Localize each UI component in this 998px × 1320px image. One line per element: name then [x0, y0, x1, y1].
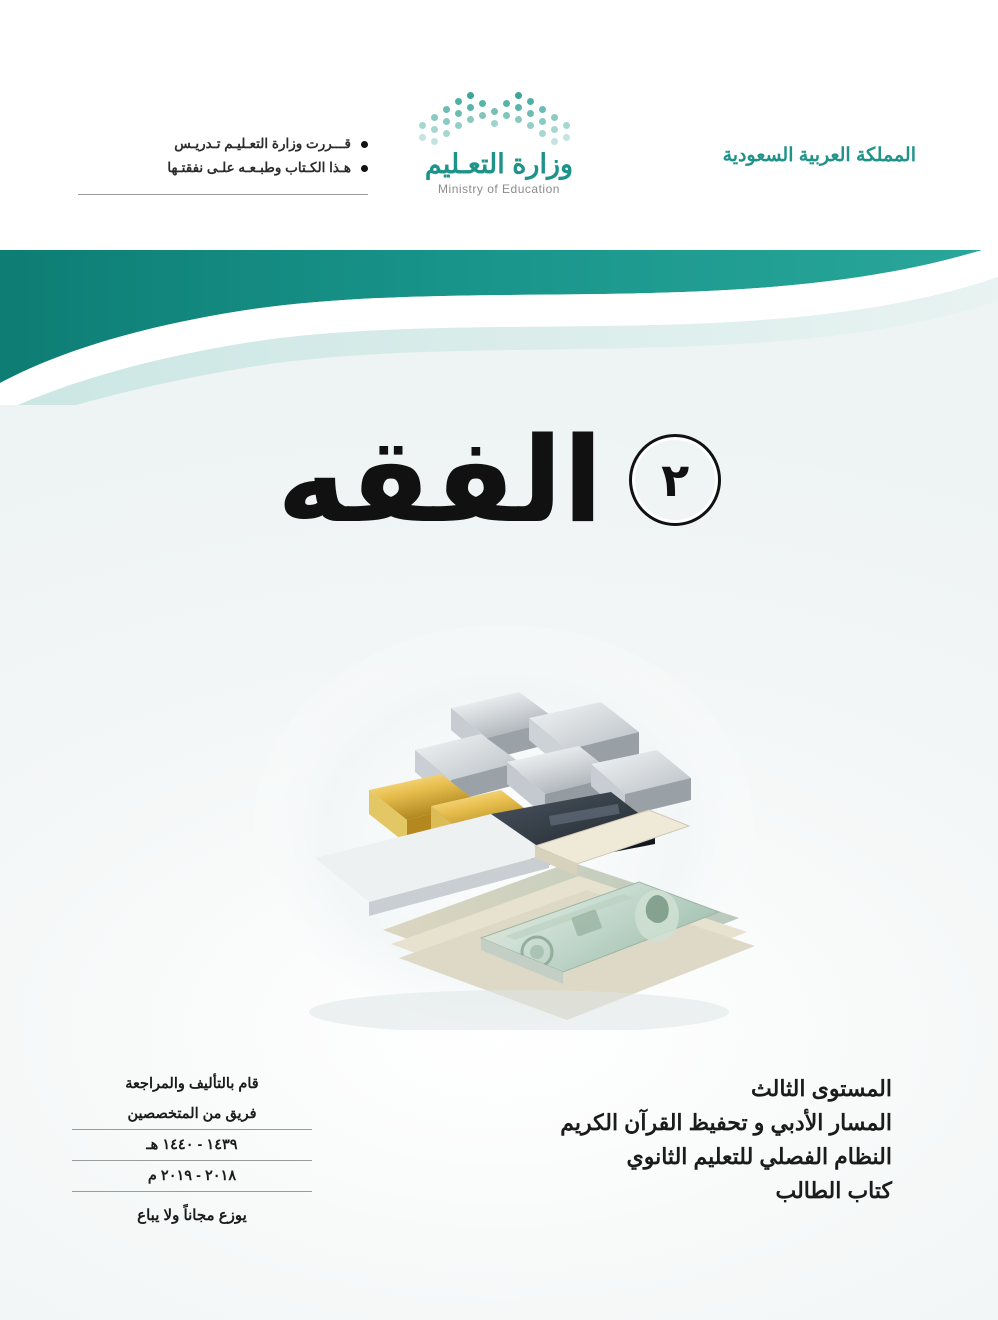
cover-illustration-svg: [219, 600, 779, 1030]
decision-underline: [78, 194, 368, 195]
credits-team: فريق من المتخصصين: [127, 1106, 257, 1122]
credits-hijri-year: ١٤٣٩ - ١٤٤٠ هـ: [146, 1137, 238, 1153]
book-title-row: [0, 400, 998, 560]
book-kind: كتاب الطالب: [775, 1177, 892, 1203]
decision-line-2: [78, 160, 368, 176]
book-title: الفقه: [276, 411, 604, 549]
credits-block: [72, 1069, 312, 1224]
book-number-badge: ٢: [629, 434, 721, 526]
decision-line-2-text: هـذا الكـتاب وطبـعـه علـى نفقتـها: [167, 160, 351, 175]
ministry-name-en: Ministry of Education: [438, 181, 560, 196]
book-info-block: [560, 1072, 892, 1208]
ministry-logo: [384, 92, 614, 196]
cover-header: [0, 0, 998, 250]
ministry-dots-icon: [419, 92, 579, 148]
credits-divider-3: [72, 1191, 312, 1192]
bullet-icon: [361, 165, 368, 172]
bullet-icon: [361, 141, 368, 148]
free-distribution-notice: يوزع مجاناً ولا يباع: [137, 1207, 247, 1224]
book-system: النظام الفصلي للتعليم الثانوي: [626, 1143, 892, 1169]
cover-illustration: [219, 600, 779, 1030]
kingdom-label: المملكة العربية السعودية: [722, 145, 916, 166]
decision-line-1: [78, 136, 368, 152]
book-level: المستوى الثالث: [751, 1075, 892, 1101]
decision-line-1-text: قـــررت وزارة التعـليـم تـدريـس: [174, 136, 351, 151]
ministry-name-ar: وزارة التعـليم: [424, 149, 574, 179]
ministry-decision-note: [78, 136, 368, 184]
credits-authored-by: قام بالتأليف والمراجعة: [125, 1076, 259, 1092]
credits-gregorian-year: ٢٠١٨ - ٢٠١٩ م: [147, 1168, 237, 1184]
book-track: المسار الأدبي و تحفيظ القرآن الكريم: [560, 1109, 892, 1135]
